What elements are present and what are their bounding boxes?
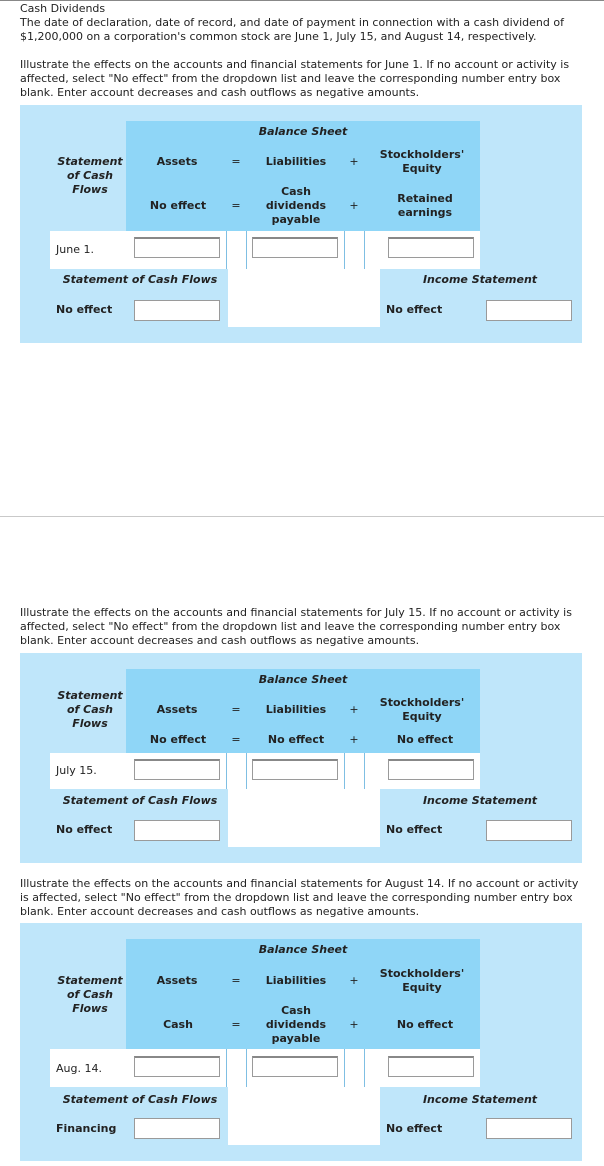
scf-amount-input[interactable] [134,1118,220,1139]
plus-sign: + [349,974,359,987]
equals-sign: = [231,974,241,987]
liabilities-account-select[interactable]: Cash dividends payable [265,1004,327,1045]
balance-sheet-header: Balance Sheet [258,943,348,956]
section-divider [0,516,604,517]
scf-footer-label: Statement of Cash Flows [62,273,218,286]
equals-sign: = [231,733,241,746]
instructions-august: Illustrate the effects on the accounts and financial statements for August 14. If no account or activity is affected, select "No effect" from the dropdown list and leave the corresponding number entry box blank. Enter account decreases and cash outflows as negative amounts. [20,877,579,918]
scf-amount-input[interactable] [134,820,220,841]
scf-header: Statement of Cash Flows [57,689,123,730]
journal-table-july [20,653,582,863]
top-divider [0,0,604,1]
date-label: June 1. [56,243,94,256]
scf-activity-select[interactable]: No effect [56,303,113,316]
liabilities-header: Liabilities [265,155,327,168]
plus-sign: + [349,155,359,168]
instructions-july: Illustrate the effects on the accounts and financial statements for July 15. If no account or activity is affected, select "No effect" from the dropdown list and leave the corresponding number entry box blank. Enter account decreases and cash outflows as negative amounts. [20,606,572,647]
plus-sign: + [349,1018,359,1031]
is-effect-select[interactable]: No effect [386,823,443,836]
equity-account-select[interactable]: Retained earnings [397,192,453,219]
is-effect-select[interactable]: No effect [386,1122,443,1135]
scf-header: Statement of Cash Flows [57,974,123,1015]
equity-account-select[interactable]: No effect [396,1018,454,1031]
balance-sheet-header: Balance Sheet [258,673,348,686]
liabilities-amount-input[interactable] [252,1056,338,1077]
is-amount-input[interactable] [486,1118,572,1139]
scf-header: Statement of Cash Flows [57,155,123,196]
assets-account-select[interactable]: No effect [149,733,207,746]
date-label: July 15. [56,764,97,777]
is-amount-input[interactable] [486,820,572,841]
liabilities-header: Liabilities [265,703,327,716]
scf-amount-input[interactable] [134,300,220,321]
equals-sign: = [231,199,241,212]
assets-header: Assets [156,703,198,716]
plus-sign: + [349,199,359,212]
equity-amount-input[interactable] [388,237,474,258]
income-statement-label: Income Statement [422,1093,538,1106]
scf-activity-select[interactable]: No effect [56,823,113,836]
income-statement-label: Income Statement [422,794,538,807]
date-label: Aug. 14. [56,1062,102,1075]
income-statement-label: Income Statement [422,273,538,286]
page-title: Cash Dividends [20,2,106,15]
equals-sign: = [231,155,241,168]
assets-account-select[interactable]: No effect [149,199,207,212]
balance-sheet-header: Balance Sheet [258,125,348,138]
equals-sign: = [231,703,241,716]
intro-text: The date of declaration, date of record, and date of payment in connection with a cash dividend of $1,200,000 on a corporation's common stock are June 1, July 15, and August 14, respectively. [20,16,564,43]
liabilities-amount-input[interactable] [252,759,338,780]
journal-table-august [20,923,582,1161]
assets-amount-input[interactable] [134,1056,220,1077]
assets-header: Assets [156,155,198,168]
plus-sign: + [349,703,359,716]
stockholders-equity-header: Stockholders' Equity [379,967,465,994]
liabilities-account-select[interactable]: Cash dividends payable [265,185,327,226]
liabilities-account-select[interactable]: No effect [267,733,325,746]
stockholders-equity-header: Stockholders' Equity [379,148,465,175]
scf-activity-select[interactable]: Financing [56,1122,117,1135]
assets-amount-input[interactable] [134,759,220,780]
journal-table-june [20,105,582,343]
equity-account-select[interactable]: No effect [396,733,454,746]
plus-sign: + [349,733,359,746]
assets-amount-input[interactable] [134,237,220,258]
liabilities-amount-input[interactable] [252,237,338,258]
assets-account-select[interactable]: Cash [163,1018,193,1031]
instructions-june: Illustrate the effects on the accounts and financial statements for June 1. If no account or activity is affected, select "No effect" from the dropdown list and leave the corresponding number entry box blank. Enter account decreases and cash outflows as negative amounts. [20,58,570,99]
equity-amount-input[interactable] [388,1056,474,1077]
liabilities-header: Liabilities [265,974,327,987]
equals-sign: = [231,1018,241,1031]
scf-footer-label: Statement of Cash Flows [62,1093,218,1106]
scf-footer-label: Statement of Cash Flows [62,794,218,807]
equity-amount-input[interactable] [388,759,474,780]
is-amount-input[interactable] [486,300,572,321]
assets-header: Assets [156,974,198,987]
stockholders-equity-header: Stockholders' Equity [379,696,465,723]
is-effect-select[interactable]: No effect [386,303,443,316]
